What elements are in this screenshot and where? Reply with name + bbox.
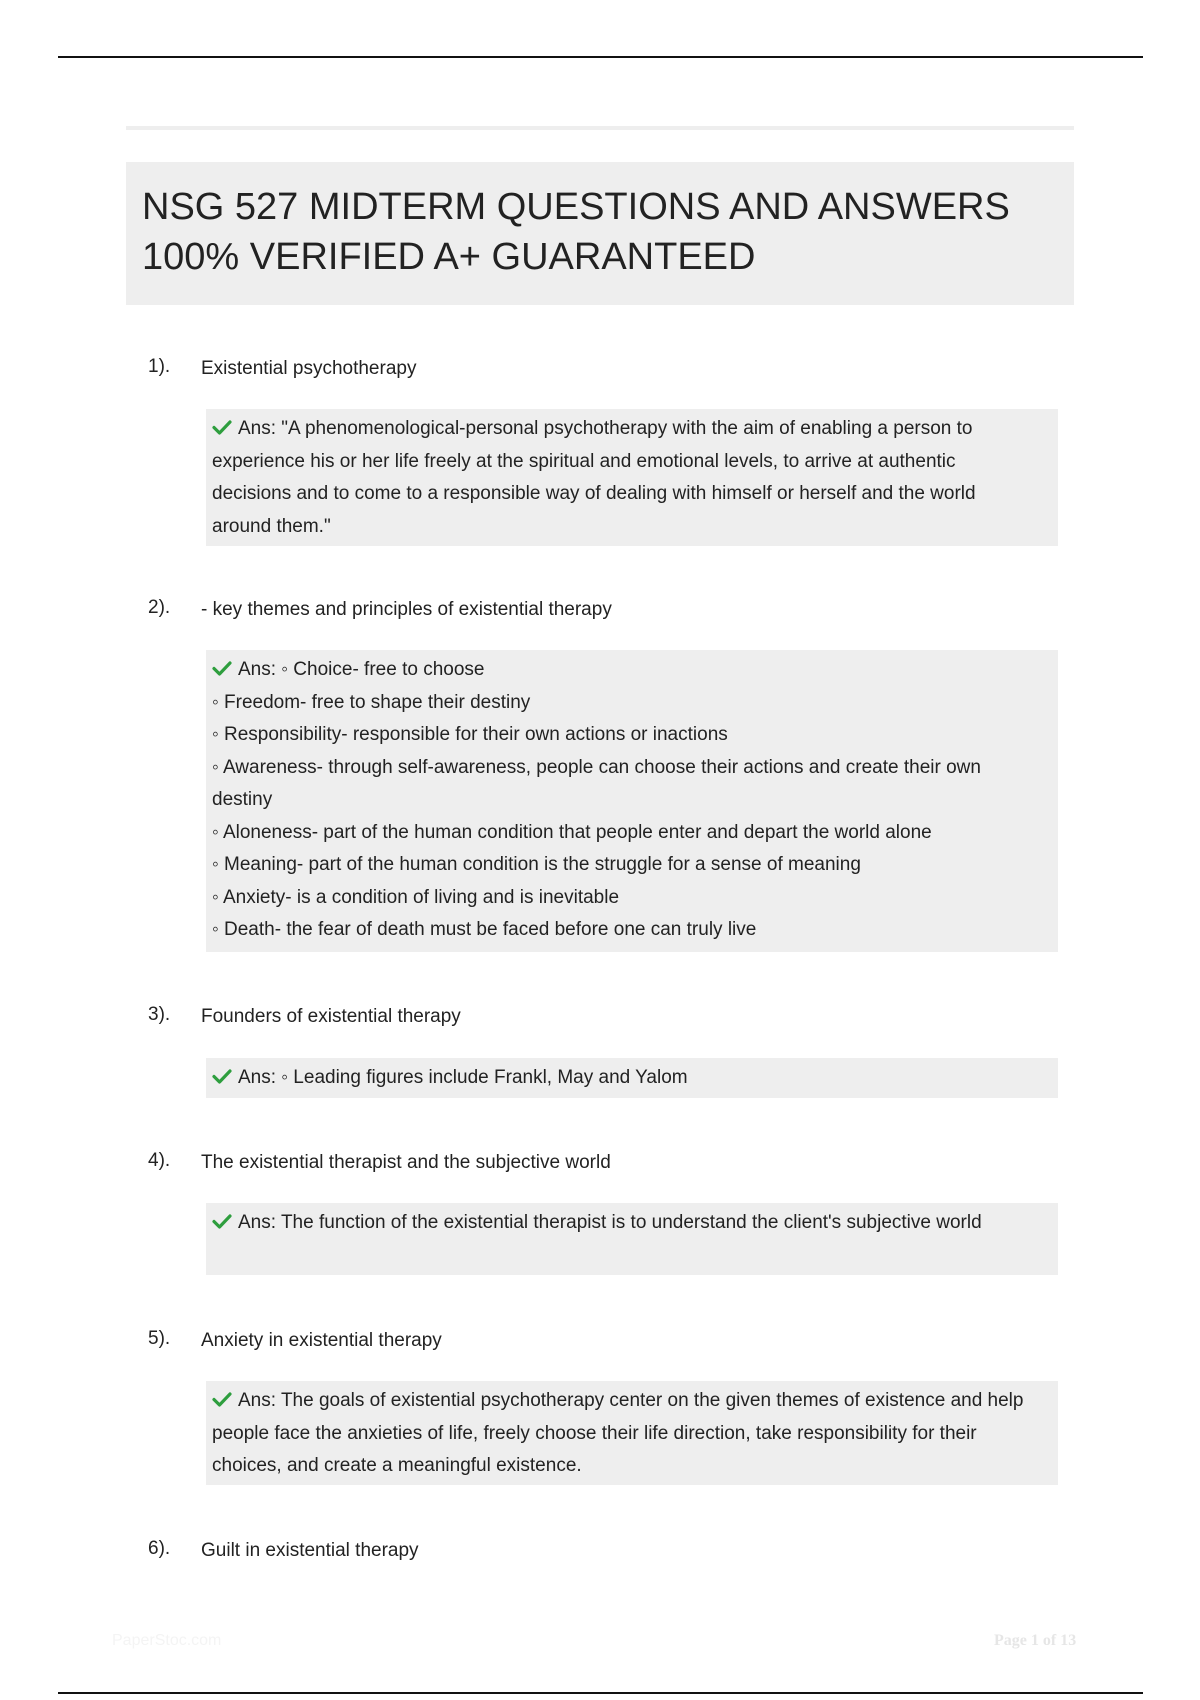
- document-title: NSG 527 MIDTERM QUESTIONS AND ANSWERS 100% VERIFIED A+ GUARANTEED: [142, 186, 1010, 278]
- check-icon: [212, 660, 232, 676]
- answer-line: [212, 1385, 1038, 1483]
- answer-line: [212, 654, 1038, 687]
- title-panel: [126, 162, 1074, 305]
- answer-line: ◦ Aloneness- part of the human condition that people enter and depart the world alone: [212, 821, 932, 843]
- answer-line: ◦ Responsibility- responsible for their own actions or inactions: [212, 724, 728, 745]
- top-rule: [58, 56, 1143, 58]
- answer-text: Ans: "A phenomenological-personal psychotherapy with the aim of enabling a person to experience his or her life freely at the spiritual and emotional levels, to arrive at authentic decisions and to come to a responsible way of dealing with himself or herself and the world around them.": [212, 418, 976, 537]
- question-text: - key themes and principles of existential therapy: [201, 599, 612, 620]
- answer-line: ◦ Meaning- part of the human condition is the struggle for a sense of meaning: [212, 854, 861, 875]
- answer-box-3: [206, 1058, 1058, 1098]
- answer-line: ◦ Freedom- free to shape their destiny: [212, 691, 531, 713]
- answer-line: ◦ Anxiety- is a condition of living and is inevitable: [212, 886, 620, 908]
- answer-line: [212, 1062, 1038, 1095]
- answer-box-1: [206, 409, 1058, 546]
- question-text: Guilt in existential therapy: [201, 1540, 419, 1561]
- answer-box-4: [206, 1203, 1058, 1275]
- check-icon: [212, 1391, 232, 1407]
- header-divider: [126, 126, 1074, 130]
- answer-line: [212, 413, 1038, 543]
- answer-line: [212, 1207, 1038, 1240]
- check-icon: [212, 1068, 232, 1084]
- question-number: 4).: [148, 1150, 171, 1171]
- question-text: The existential therapist and the subjective world: [201, 1152, 611, 1173]
- page-indicator: Page 1 of 13: [994, 1632, 1077, 1649]
- bottom-rule: [58, 1692, 1143, 1694]
- check-icon: [212, 419, 232, 435]
- answer-text: Ans: ◦ Choice- free to choose: [238, 659, 485, 680]
- answer-line: ◦ Awareness- through self-awareness, people can choose their actions and create their own destiny: [212, 756, 981, 810]
- check-icon: [212, 1213, 232, 1229]
- question-number: 5).: [148, 1328, 171, 1349]
- answer-text: Ans: ◦ Leading figures include Frankl, May and Yalom: [238, 1067, 688, 1088]
- question-text: Founders of existential therapy: [201, 1006, 461, 1027]
- answer-box-2: [206, 650, 1058, 952]
- question-number: 6).: [148, 1538, 171, 1559]
- question-number: 1).: [148, 356, 171, 377]
- question-text: Anxiety in existential therapy: [201, 1330, 442, 1351]
- answer-box-5: [206, 1381, 1058, 1485]
- answer-text: Ans: The function of the existential therapist is to understand the client's subjective world: [238, 1212, 982, 1233]
- answer-text: Ans: The goals of existential psychotherapy center on the given themes of existence and help people face the anxieties of life, freely choose their life direction, take responsibility for their choices, and create a meaningful existence.: [212, 1390, 1024, 1476]
- question-number: 2).: [148, 597, 171, 618]
- watermark: PaperStoc.com: [112, 1632, 222, 1649]
- question-text: Existential psychotherapy: [201, 358, 417, 379]
- question-number: 3).: [148, 1004, 171, 1025]
- answer-line: ◦ Death- the fear of death must be faced before one can truly live: [212, 919, 757, 940]
